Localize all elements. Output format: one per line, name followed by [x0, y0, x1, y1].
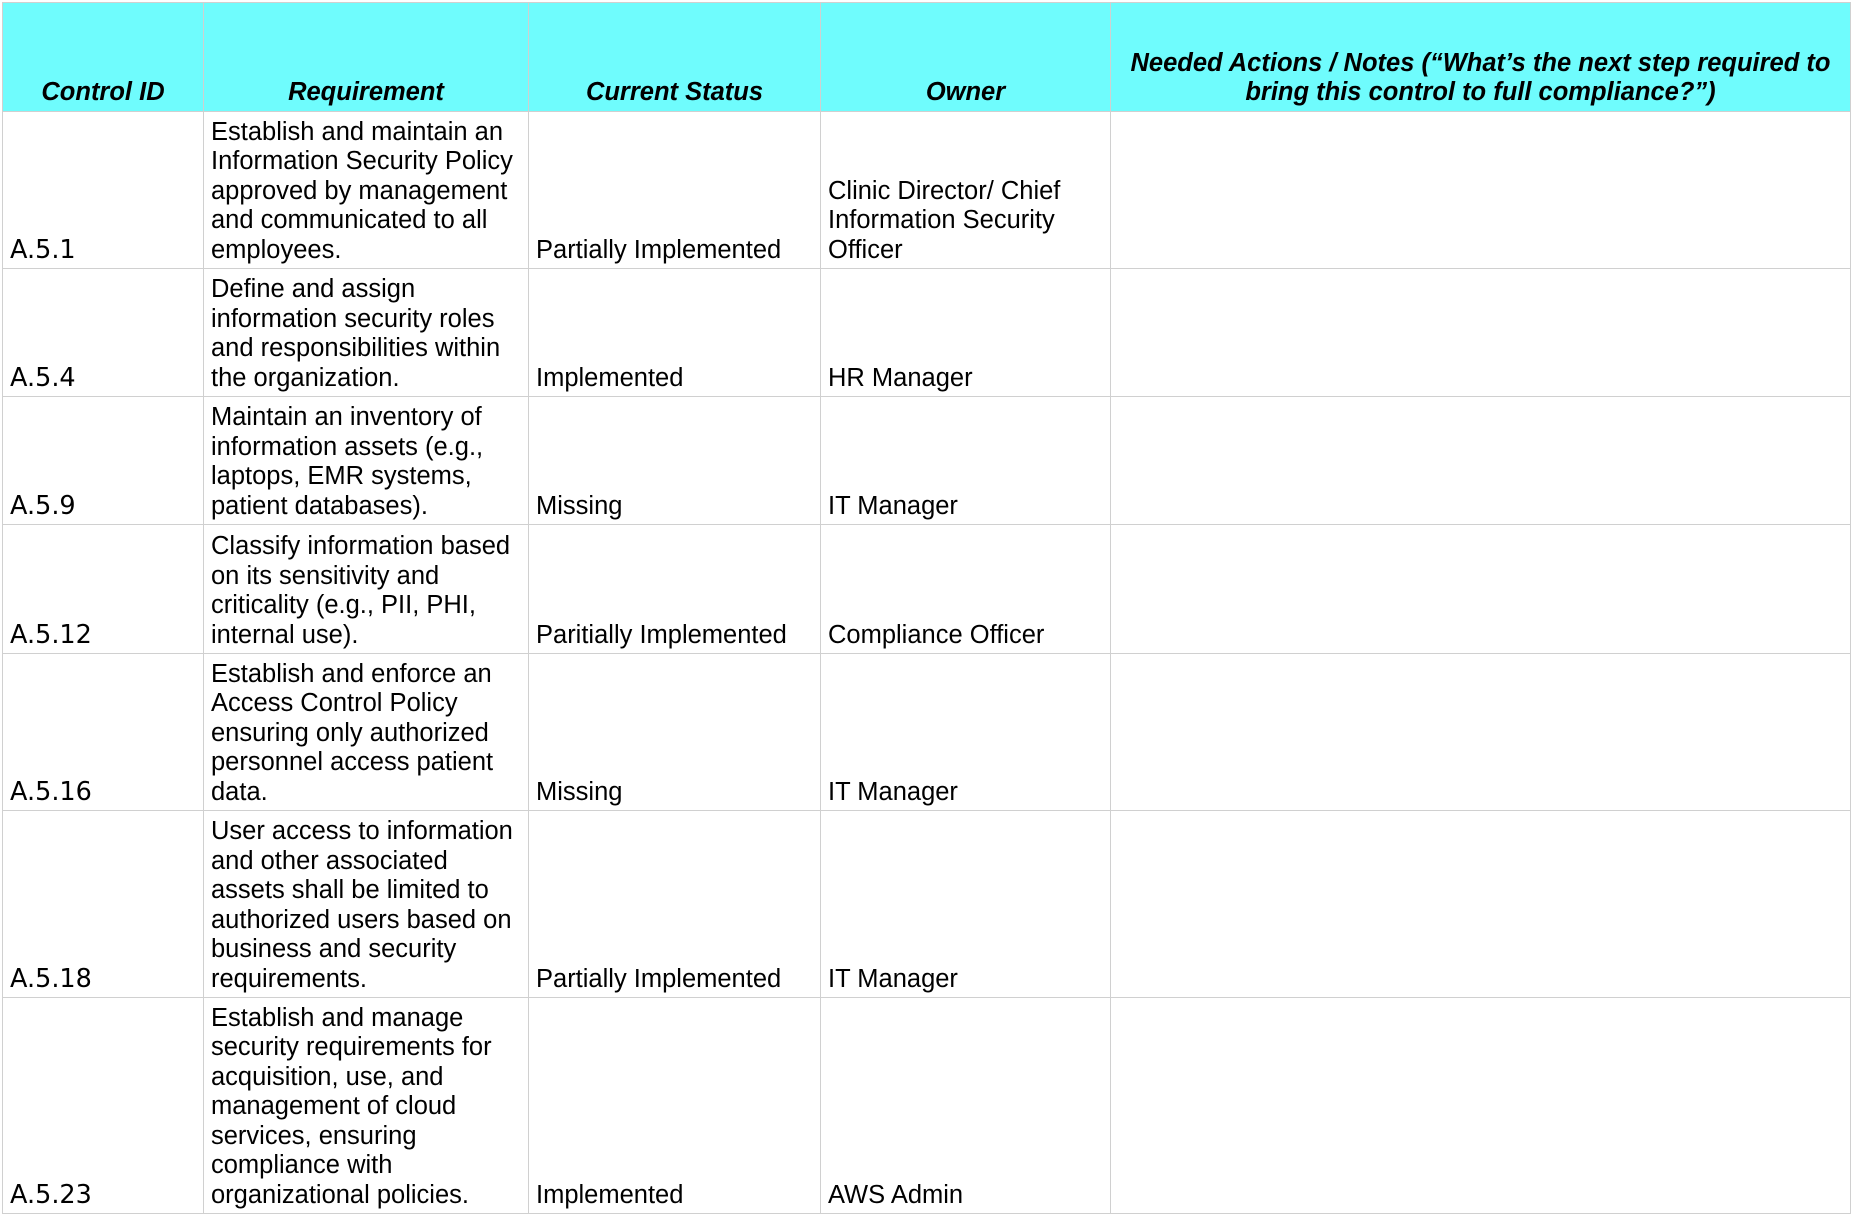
cell-owner[interactable]: Compliance Officer [821, 525, 1111, 654]
compliance-table [2, 2, 1851, 1214]
cell-control-id[interactable]: A.5.18 [3, 811, 204, 998]
cell-owner[interactable]: HR Manager [821, 269, 1111, 397]
cell-control-id[interactable]: A.5.4 [3, 269, 204, 397]
header-needed-actions[interactable]: Needed Actions / Notes (“What’s the next step required to bring this control to full compliance?”) [1111, 3, 1851, 112]
cell-current-status[interactable]: Partially Implemented [529, 811, 821, 998]
cell-requirement[interactable]: Define and assign information security roles and responsibilities within the organization. [204, 269, 529, 397]
cell-control-id[interactable]: A.5.9 [3, 397, 204, 525]
cell-current-status[interactable]: Missing [529, 397, 821, 525]
cell-current-status[interactable]: Missing [529, 654, 821, 811]
cell-requirement[interactable]: Establish and enforce an Access Control Policy ensuring only authorized personnel access patient data. [204, 654, 529, 811]
table-row [3, 269, 1851, 397]
header-current-status[interactable]: Current Status [529, 3, 821, 112]
table-row [3, 998, 1851, 1214]
cell-requirement[interactable]: Classify information based on its sensitivity and criticality (e.g., PII, PHI, internal use). [204, 525, 529, 654]
cell-current-status[interactable]: Paritially Implemented [529, 525, 821, 654]
header-row [3, 3, 1851, 112]
cell-owner[interactable]: AWS Admin [821, 998, 1111, 1214]
cell-control-id[interactable]: A.5.16 [3, 654, 204, 811]
cell-requirement[interactable]: Maintain an inventory of information assets (e.g., laptops, EMR systems, patient databases). [204, 397, 529, 525]
cell-current-status[interactable]: Implemented [529, 998, 821, 1214]
table-row [3, 525, 1851, 654]
cell-owner[interactable]: IT Manager [821, 654, 1111, 811]
cell-requirement[interactable]: Establish and manage security requirements for acquisition, use, and management of cloud services, ensuring compliance with organizational policies. [204, 998, 529, 1214]
cell-owner[interactable]: IT Manager [821, 397, 1111, 525]
cell-control-id[interactable]: A.5.12 [3, 525, 204, 654]
cell-control-id[interactable]: A.5.1 [3, 112, 204, 269]
table-row [3, 811, 1851, 998]
cell-requirement[interactable]: User access to information and other associated assets shall be limited to authorized users based on business and security requirements. [204, 811, 529, 998]
cell-requirement[interactable]: Establish and maintain an Information Security Policy approved by management and communicated to all employees. [204, 112, 529, 269]
cell-needed-actions[interactable] [1111, 998, 1851, 1214]
cell-owner[interactable]: Clinic Director/ Chief Information Security Officer [821, 112, 1111, 269]
table-row [3, 112, 1851, 269]
header-owner[interactable]: Owner [821, 3, 1111, 112]
cell-owner[interactable]: IT Manager [821, 811, 1111, 998]
cell-control-id[interactable]: A.5.23 [3, 998, 204, 1214]
cell-needed-actions[interactable] [1111, 811, 1851, 998]
cell-current-status[interactable]: Partially Implemented [529, 112, 821, 269]
cell-needed-actions[interactable] [1111, 397, 1851, 525]
cell-needed-actions[interactable] [1111, 112, 1851, 269]
cell-current-status[interactable]: Implemented [529, 269, 821, 397]
cell-needed-actions[interactable] [1111, 525, 1851, 654]
header-requirement[interactable]: Requirement [204, 3, 529, 112]
cell-needed-actions[interactable] [1111, 654, 1851, 811]
header-control-id[interactable]: Control ID [3, 3, 204, 112]
cell-needed-actions[interactable] [1111, 269, 1851, 397]
table-row [3, 397, 1851, 525]
table-row [3, 654, 1851, 811]
